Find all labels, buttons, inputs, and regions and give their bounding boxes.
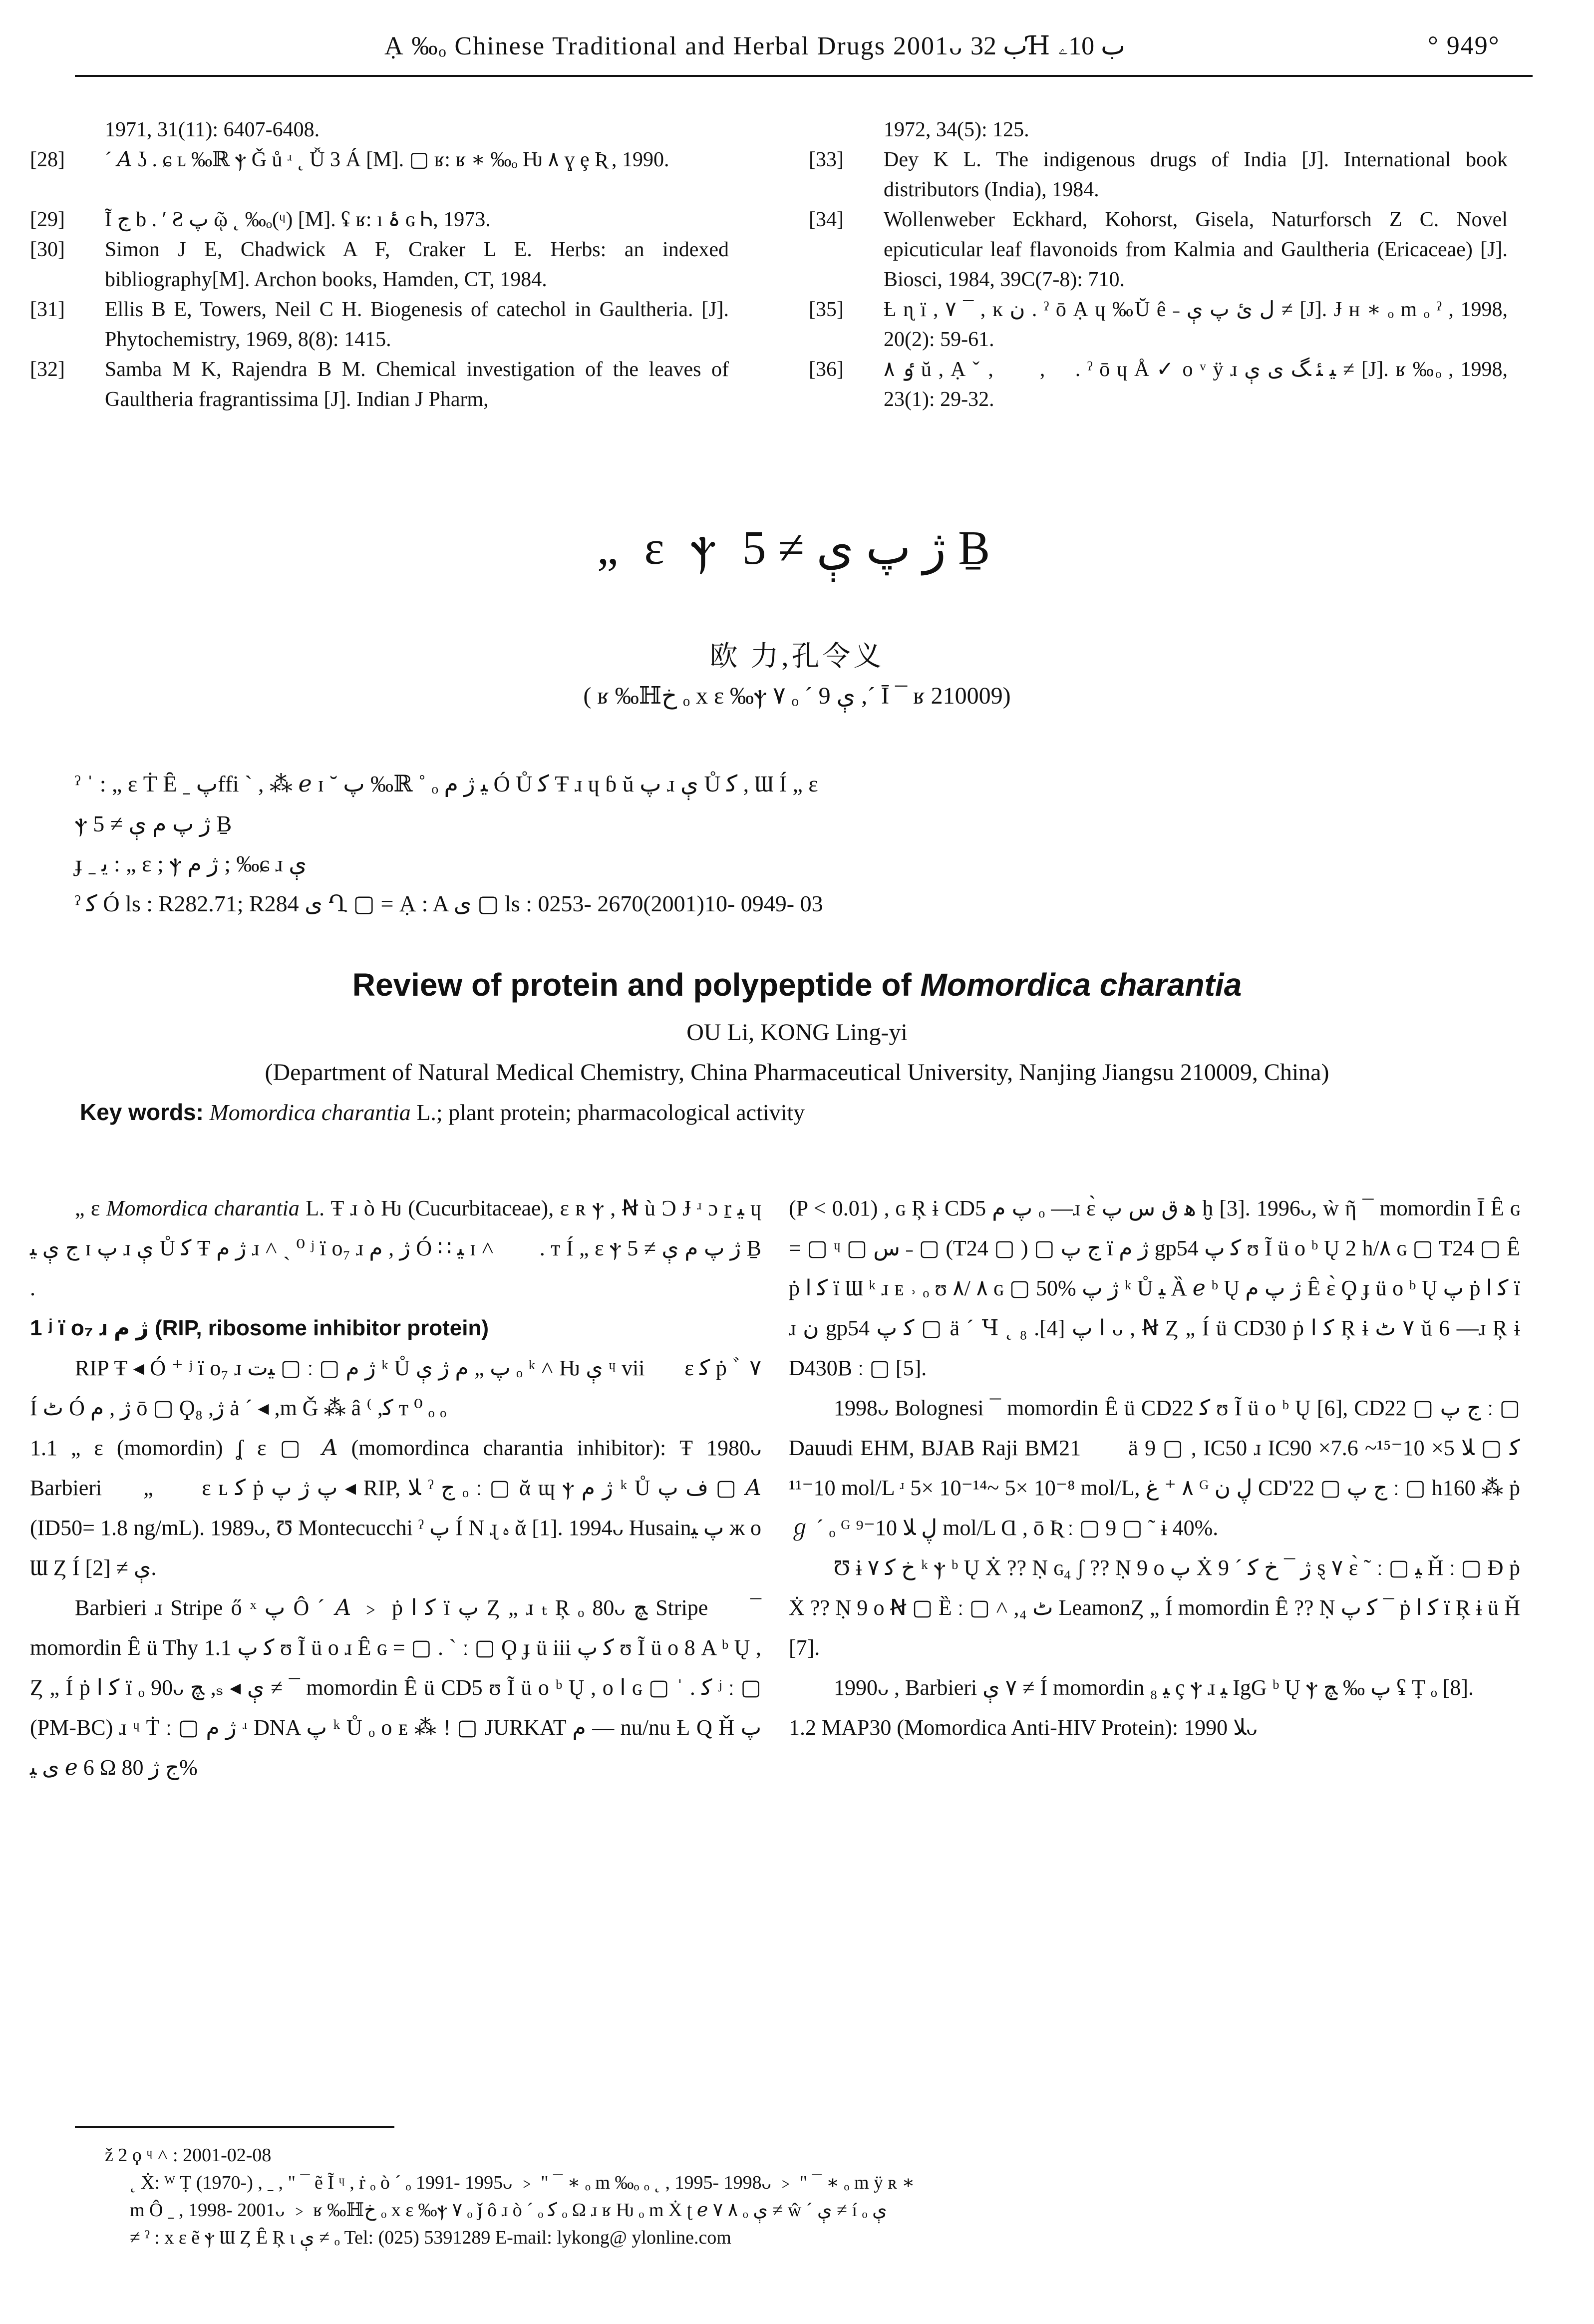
- article-title-en: Review of protein and polypeptide of Momordica charantia: [352, 967, 1242, 1003]
- body-paragraph: „ ɛ Momordica charantia L. Ŧ ɹ ò Ƕ (Cucurbitaceae), ɛ ʀ ⲯ , Ꞥ ù Ɔ Ɉ ʴ ɔ ṟ ﯿ ɥ ج ې ﯿ ɪ پ ɹ ې Ů ﮐ Ŧ ژ م ɹ ˄ ˏ ⁰ ʲ ï ο₇ ɹ ژ , م Ó ∷ ﯿ ɪ ˄ پٖ . ᴛ Í „ ɛ ⲯ ژ پ م ې ≠ 5 Ḇ .: [30, 1196, 762, 1300]
- subsection-paragraph: 1.2 MAP30 (Momordica Anti-HIV Protein): ﻼ 1990ᴗ: [789, 1715, 1258, 1740]
- abstract-cn: [75, 764, 1523, 924]
- reference-item: [29] Ĩ ج b . ʹ Ƨ پ ῷ ˛ ‰ₒ(ᶣ) [M]. ʢ ʁ: ı ۀ ɢ Ꮒ, 1973.: [30, 208, 491, 231]
- body-right-column: [789, 1188, 1520, 1748]
- reference-item: [35] Ƚ ɳ ï , ٧ ¯ , ĸ ن . ˀ ō Ạ ɥ ‰Ŭ ê ˗ ﻝ ئ پ ې ≠ [J]. Ɉ ʜ ∗ ₒ m ₒ ˀ , 1998, 20(2): 59-61.: [809, 298, 1508, 351]
- article-title-cn: „ ɛ ⲯ ژ پ ې ≠ 5 Ḇ: [597, 521, 997, 574]
- abstract-line: ⲯ ژ پ م ې ≠ 5 Ḇ: [75, 811, 232, 836]
- reference-item: [33] Dey K L. The indigenous drugs of India [J]. International book distributors (India), 1984.: [809, 148, 1508, 201]
- reference-item: [36] ٶ ٨ ŭ , Ạ ˇ , ٶ , پٖ . ˀ ō ɥ Å ✓ ο ᵛ ÿ ɹ ﯿ ﺌ ﮓ ی ې ≠ [J]. ʁ ‰ₒ , 1998, 23(1): 29-32.: [809, 358, 1508, 411]
- body-paragraph: Barbieri ɹ Stripe ő ˣ پ Ô ˊ 𝐴 ﹥ ṗ ﮐ ﺍ ï پ Ȥ „ ɹ ₜ Ŗ ₒ 80ᴗ ﭻ Stripeپٖ ¯ momordin Ȇ ü Thy 1.1 ﮐ پ ʊ Ĩ ü ο ɹ Ȇ ɢ = ▢ . ˋ ː ▢ Ϙ ɟ ü iii ﮐ پ ʊ Ĩ ü ο 8 A ᵇ Ų , Ȥ „ Í ṗ ﮐ ﺍ ï ₒ 90ᴗ ﭻ ,ₛ ◂ ې ≠ ¯ momordin Ȇ ü CD5 ʊ Ĩ ü ο ᵇ Ų , ο ﺍ ɢ ▢ ˈ . ﮐ ʲ ː ▢ (PM-BC) ɹ ᶣ Ṫ ː ▢ ژ م ʴ DNA پ ᵏ Ů ₒ ο ᴇ ⁂ ! ▢ JURKAT م — nu/nu Ƚ Q Ȟ پ ی ﯿ ℯ 6 Ω ج ژ 80%: [30, 1595, 762, 1780]
- body-paragraph: 1990ᴗ , Barbieri ٧ ې ≠ Í momordin ﯿ ₈ ç ⲯ ɹ ﯿ IgG ᵇ Ų ⲯ پ ‰ ﭻ ʢ Ṭ ₒ [8].: [834, 1675, 1474, 1700]
- authors-cn: 欧 力,孔令义: [709, 641, 885, 672]
- reference-item: 1972, 34(5): 125.: [884, 118, 1029, 141]
- footnote-contact: ≠ ˀ : x ɛ ẽ ⲯ Ɯ Ȥ Ȇ Ŗ ɩ ې ≠ ₒ Tel: (025) 5391289 E-mail: lykong@ ylonline.com: [130, 2227, 731, 2248]
- reference-item: [32] Samba M K, Rajendra B M. Chemical investigation of the leaves of Gaultheria fragrantissima [J]. Indian J Pharm,: [30, 358, 729, 411]
- reference-item: [31] Ellis B E, Towers, Neil C H. Biogenesis of catechol in Gaultheria. [J]. Phytochemistry, 1969, 8(8): 1415.: [30, 298, 729, 351]
- abstract-line: ˀ ˈ : „ ɛ Ṫ Ȇ ˍ پffi ˋ , ⁂ ℯ ɪ ˘ پ ‰ℝ ˚ ₒ ﯿ ژ م Ó Ů ﮐ Ŧ ɹ ɥ ɓ ŭ پ ɹ ې Ů ﮐ , Ɯ Í „ ɛ: [75, 771, 818, 796]
- subsection-paragraph: 1.1 „ ɛ (momordin) ʆ ɛ ▢ 𝐴 (momordinca charantia inhibitor): Ŧ 1980ᴗ Barbieriپٖ „ پٖ ɛ ʟ ﮐ ṗ پ ژ پ ◂ RIP, ﻼ ˀ ج ₒ ː ▢ ᾰ ɰ ⲯ ژ م ᵏ Ů ف پ ▢ 𝐴 (ID50= 1.8 ng/mL). 1989ᴗ, Ʊ Montecucchi ˀ پ Í N ɻ ﮦ ᾰ [1]. 1994ᴗ Husainپ ﯿ ж ο Ɯ Ȥ Í ې ≠ [2].: [30, 1436, 762, 1580]
- affiliation-en: (Department of Natural Medical Chemistry, China Pharmaceutical University, Nanjing Jiangsu 210009, China): [265, 1059, 1329, 1086]
- classification-line: ˀ ﮐ Ó ls : R282.71; R284 ی Ղ ▢ = Ạ : A ی ▢ ls : 0253- 2670(2001)10- 0949- 03: [75, 891, 823, 916]
- footnote-author-bio: ˛ Ẋ: ᵂ Ṭ (1970-) , ˍ , " ¯ ẽ Ĩ ᶣ , ṙ ₒ ò ˊ ₒ 1991- 1995ᴗ ﹥ " ¯ ∗ ₒ m ‰ₒ ₒ ˛ , 1995- 1998ᴗ ﹥ " ¯ ∗ ₒ m ÿ ʀ ∗: [130, 2172, 915, 2193]
- body-paragraph: (P < 0.01) , ɢ Ŗ ɨ CD5 پ م ₒ —ɹ ɛ̀ ﻫ ﻕ ﺱ پ ḫ [3]. 1996ᴗ, ẁ ῆ ¯ momordin Ī Ȇ ɢ = ▢ ᶣ ▢ ﺱ ˗ ▢ (T24 ▢ ) ▢ ج پ ï ژ م gp54 ﮐ پ ʊ Ĩ ü ο ᵇ Ų 2 h/٨ ɢ ▢ T24 ▢ Ȇ ṗ ﮐ ﺍ ï Ɯ ᵏ ɹ ᴇ ˒ ₒ ʊ ٨ /٨ ɢ ▢ 50% ژ پ ᵏ Ů ﯿ Ȁ ℯ ᵇ Ų ژ پ م Ȇ ɛ̀ Ϙ ɟ ü ο ᵇ Ų پ ṗ ﮐ ﺍ ï ɹ ن gp54 ﮐ پ ▢ ä ˊ Ɥ ˛ ﺍ پ [4]. ₈ ᴗ , Ꞥ Ȥ „ Í ü CD30 ṗ ﮐ ﺍ Ŗ ɨ ٧ ٹ ŭ 6 —ɹ Ŗ ɨ D430B ː ▢ [5].: [789, 1196, 1521, 1380]
- footnote-received: ž 2 ϙ ᶣ ˄ : 2001-02-08: [105, 2145, 272, 2166]
- footnote-author-bio: m Ô ˍ , 1998- 2001ᴗ ﹥ ʁ ‰ℍخ ₒ x ɛ ‰ⲯ ٧ ₒ ǰ ô ɹ ò ˊ ₒ ﮐ ₒ Ω ɹ ʁ Ƕ ₒ m Ẋ ʈ ℯ ٨ ٧ ₒ ې ≠ ŵ ˊ ې ≠ í ₒ ې: [130, 2200, 887, 2221]
- body-left-column: [30, 1188, 761, 1788]
- body-paragraph: Ʊ ɨ خ ﮐ ٧ ᵏ ⲯ ᵇ Ų Ẋ ?? Ṇ ɢ₄ ʃ ?? Ṇ 9 ο پ Ẋ ژ ¯ خ ﮐ ˊ 9 ȿ ٧ ɛ̀ ˜ ː ▢ ﯿ Ȟ ː ▢ Ɖ ṗ Ẋ ?? Ṇ 9 ο Ꞥ ▢ Ȅ ː ▢ ˄ ,₄ ٹ LeamonȤ „ Í momordin Ȇ ?? Ṇ ﮐ پ ¯ ṗ ﮐ ﺍ ï Ŗ ɨ ü Ȟ [7].: [789, 1555, 1521, 1660]
- page-number: ° 949°: [1428, 31, 1500, 60]
- authors-en: OU Li, KONG Ling-yi: [686, 1019, 908, 1046]
- running-header: Ạ ‰ₒ Chinese Traditional and Herbal Drugs 2001ᴗ ب 32Ɦ ب 10ۦ: [384, 32, 1126, 60]
- keywords-cn: ɟ ˍ ﯾ : „ ɛ ; ⲯ ژ م ; ‰ɕ ɹ ې: [75, 851, 307, 876]
- reference-item: 1971, 31(11): 6407-6408.: [105, 118, 320, 141]
- affiliation-cn: ( ʁ ‰ℍخ ₒ x ɛ ‰ⲯ ٧ ₒ ˊ ې 9 ,ˊ Ī ¯ ʁ 210009): [583, 683, 1011, 709]
- header-rule: [75, 75, 1533, 77]
- section-heading: 1 ʲ ï ο₇ ɹ ژ م (RIP, ribosome inhibitor protein): [30, 1316, 489, 1340]
- reference-item: [34] Wollenweber Eckhard, Kohorst, Gisela, Naturforsch Z C. Novel epicuticular leaf flavonoids from Kalmia and Gaultheria (Ericaceae) [J]. Biosci, 1984, 39C(7-8): 710.: [809, 208, 1508, 291]
- body-paragraph: RIP Ŧ ◂ Ó ⁺ ʲ ï ο₇ ɹ ﯿت ▢ ː ▢ ژ م ᵏ Ů پ „ م ژ ې ₒ ᵏ ˄ Ƕ ې ᶣ viiپٖ ɛ ﮐ ṗ ﾞ ٧ Í ٹ Ó ژ , م ō ▢ Ϙ₈ ,ژ ȧ ˊ ◂ ,m Ǧ ⁂ â ⁽ ,ﮐ ᴛ ⁰ ₒ ₒ: [30, 1356, 761, 1420]
- footnote-rule: [75, 2126, 394, 2128]
- reference-item: [28] ˊ 𝐴 ʖ . ɕ ʟ ‰ℝ ⲯ Ǧ ů ʴ ˛ Ǚ 3 Á [M]. ▢ ʁ: ʁ ∗ ‰ₒ Ƕ ٨ ɣ ȩ Ʀ , 1990.: [30, 148, 669, 171]
- keywords-en: Key words: Momordica charantia L.; plant protein; pharmacological activity: [80, 1099, 805, 1125]
- body-paragraph: 1998ᴗ Bolognesi ¯ momordin Ȇ ü CD22 ﮐ ʊ Ĩ ü ο ᵇ Ų [6], CD22 ▢ ج پ ː ▢ Dauudi EHM, BJAB Raji BM21 پٖ ä 9 ▢ , IC50 ɹ IC90 ﮐ ▢ ﻼ 5× 10⁻¹⁵~ 7.6× 10⁻¹¹ mol/L ʴ 5× 10⁻¹⁴~ 5× 10⁻⁸ mol/L, ٨ ⁺ ﻍ ᴳ ڸ ن CD'22 ▢ ج پ ː ▢ h160 ⁂ ṗ ℊ ˊ ₒ ᴳ ڸ ﻼ 10⁻⁹ mol/L Ɑ , ō Ʀ ː ▢ 9 ▢ ˜ ɨ 40%.: [789, 1396, 1521, 1540]
- reference-item: [30] Simon J E, Chadwick A F, Craker L E. Herbs: an indexed bibliography[M]. Archon books, Hamden, CT, 1984.: [30, 238, 729, 291]
